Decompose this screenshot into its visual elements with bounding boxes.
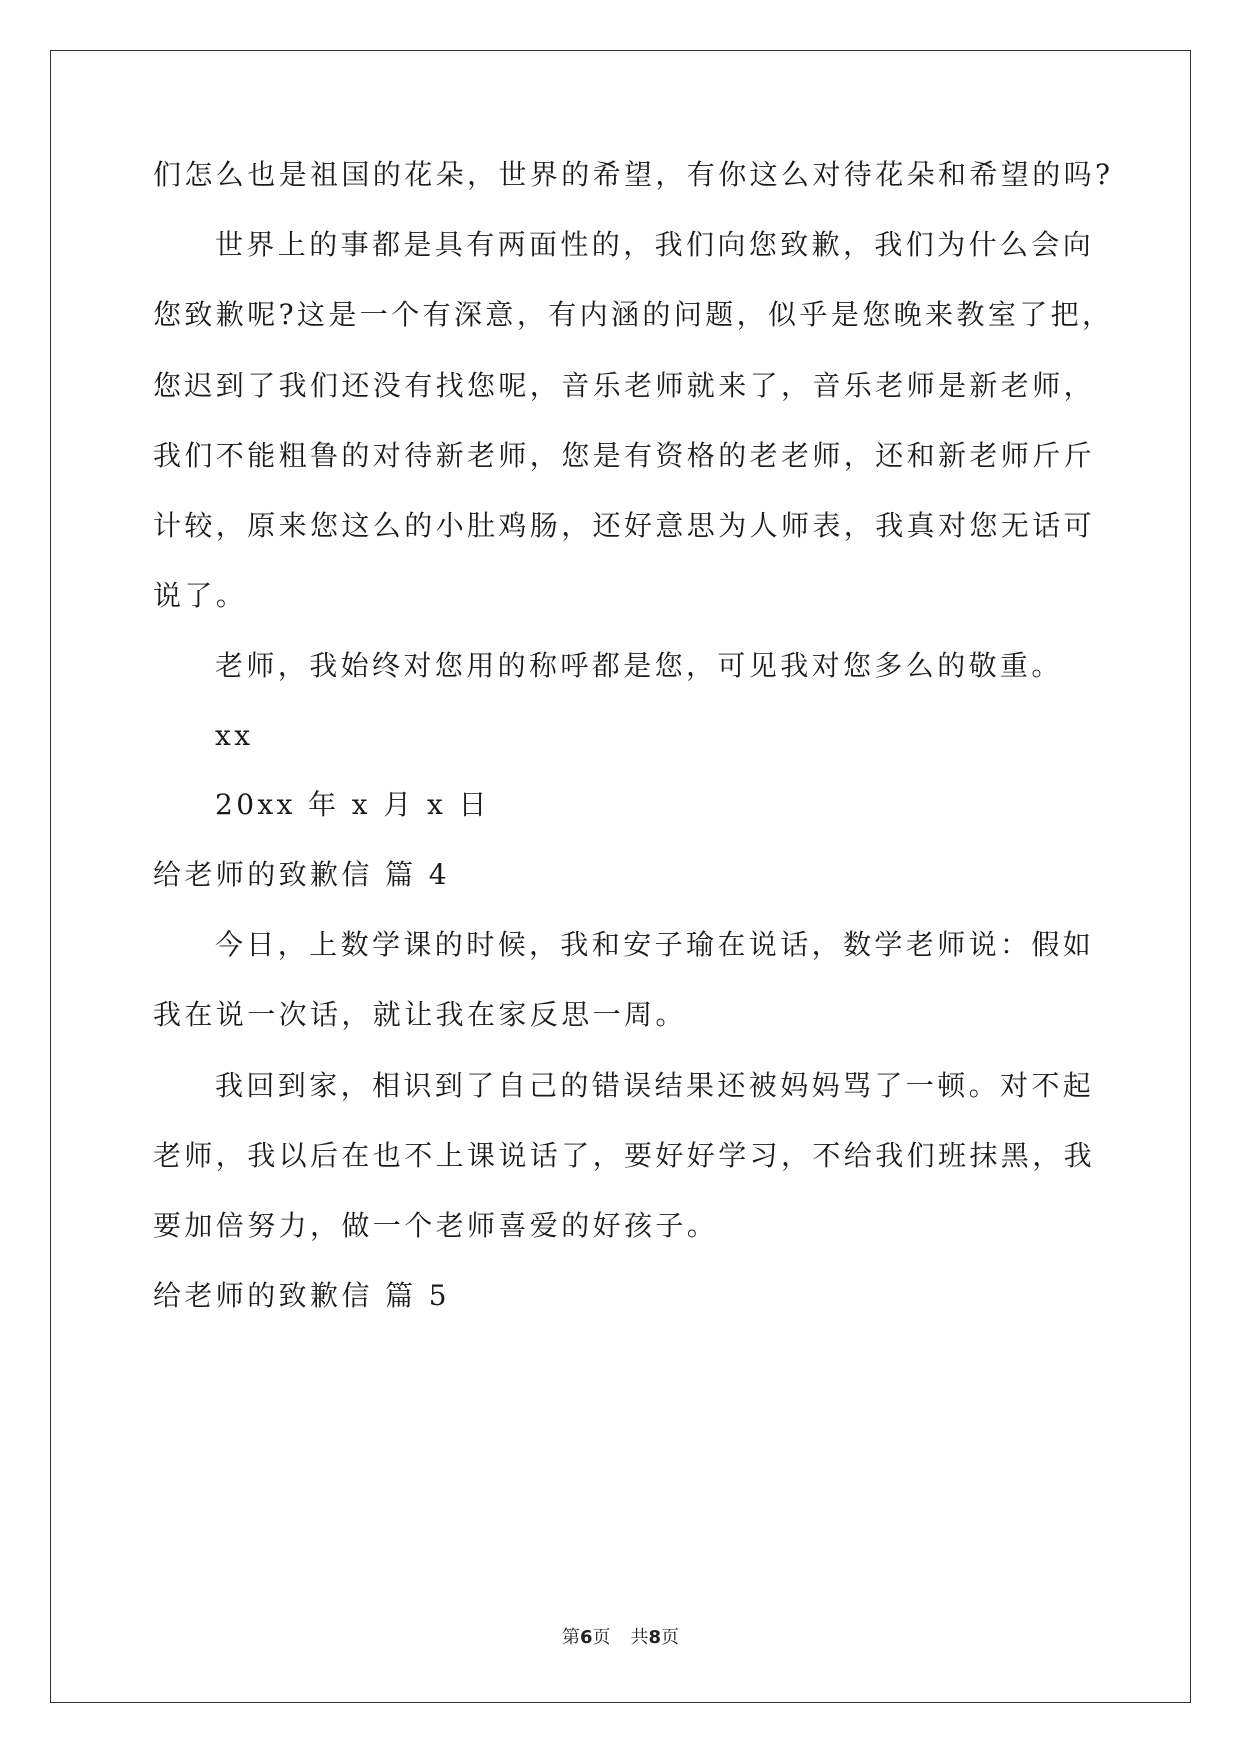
paragraph-line: 说了。 <box>153 579 248 612</box>
page-footer <box>0 1627 1241 1649</box>
paragraph-line: 老师，我始终对您用的称呼都是您，可见我对您多么的敬重。 <box>215 649 1063 682</box>
signature-date: 20xx 年 x 月 x 日 <box>215 788 490 821</box>
paragraph-line: 我回到家，相识到了自己的错误结果还被妈妈骂了一顿。对不起 <box>215 1069 1095 1102</box>
paragraph-line: 您迟到了我们还没有找您呢，音乐老师就来了，音乐老师是新老师， <box>153 369 1096 402</box>
paragraph-line: 世界上的事都是具有两面性的，我们向您致歉，我们为什么会向 <box>215 228 1095 261</box>
paragraph-line: 我们不能粗鲁的对待新老师，您是有资格的老老师，还和新老师斤斤 <box>153 439 1096 472</box>
paragraph-line: 今日，上数学课的时候，我和安子瑜在说话，数学老师说：假如 <box>215 928 1095 961</box>
page-total-suffix: 页 <box>661 1627 680 1648</box>
page-total: 8 <box>648 1627 662 1648</box>
paragraph-line: 我在说一次话，就让我在家反思一周。 <box>153 998 687 1031</box>
paragraph-line: 您致歉呢?这是一个有深意，有内涵的问题，似乎是您晚来教室了把， <box>153 298 1114 331</box>
paragraph-line: 老师，我以后在也不上课说话了，要好好学习，不给我们班抹黑，我 <box>153 1139 1096 1172</box>
signature-name: xx <box>215 719 254 752</box>
section-heading: 给老师的致歉信 篇 4 <box>153 858 451 891</box>
page-number-current: 6 <box>579 1627 593 1648</box>
page-number-prefix: 第 <box>561 1627 580 1648</box>
paragraph-line: 计较，原来您这么的小肚鸡肠，还好意思为人师表，我真对您无话可 <box>153 509 1096 542</box>
page-total-prefix: 共 <box>630 1627 649 1648</box>
paragraph-line: 们怎么也是祖国的花朵，世界的希望，有你这么对待花朵和希望的吗? <box>153 158 1114 191</box>
paragraph-line: 要加倍努力，做一个老师喜爱的好孩子。 <box>153 1209 719 1242</box>
page-number-suffix: 页 <box>592 1627 611 1648</box>
section-heading: 给老师的致歉信 篇 5 <box>153 1279 451 1312</box>
